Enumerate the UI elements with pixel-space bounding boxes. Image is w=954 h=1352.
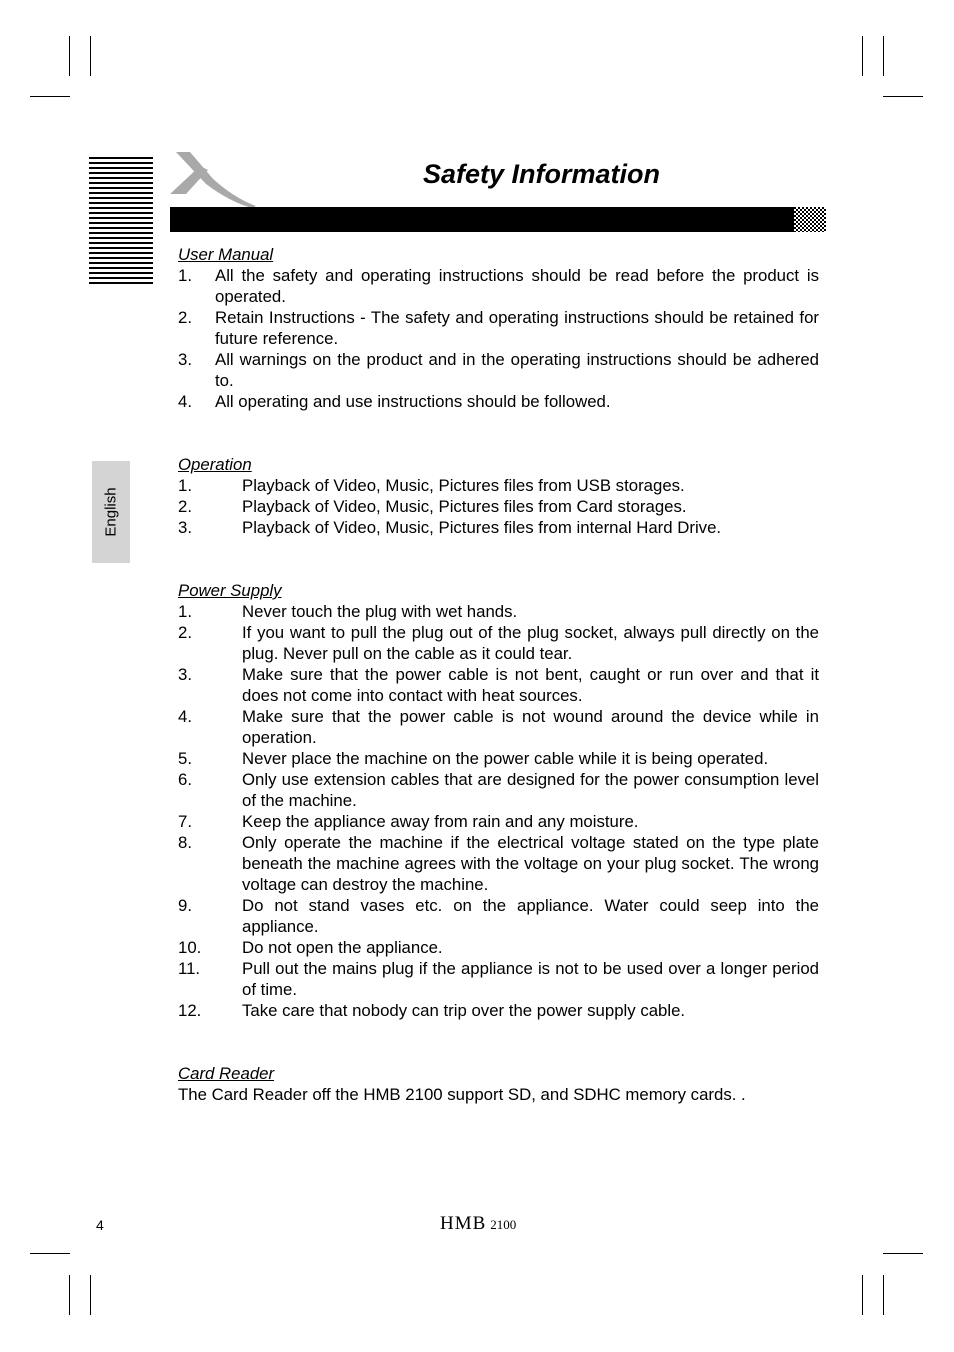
item-text: Make sure that the power cable is not wound around the device while in operation. <box>242 707 819 747</box>
content <box>178 244 819 1105</box>
item-number: 3. <box>178 350 192 369</box>
list-item <box>178 769 819 811</box>
list-item <box>178 475 819 496</box>
crop-mark <box>30 1253 70 1254</box>
item-text: Retain Instructions - The safety and operating instructions should be retained for future reference. <box>215 308 819 348</box>
item-number: 12. <box>178 1001 202 1020</box>
item-number: 2. <box>178 497 192 516</box>
item-text: Only use extension cables that are designed for the power consumption level of the machine. <box>242 770 819 810</box>
list-item <box>178 706 819 748</box>
item-text: Never touch the plug with wet hands. <box>242 602 518 621</box>
item-text: Pull out the mains plug if the appliance is not to be used over a longer period of time. <box>242 959 819 999</box>
item-text: All operating and use instructions should be followed. <box>215 392 611 411</box>
item-number: 9. <box>178 896 192 915</box>
item-text: If you want to pull the plug out of the plug socket, always pull directly on the plug. Never pull on the cable as it could tear. <box>242 623 819 663</box>
crop-mark <box>69 36 70 76</box>
item-number: 4. <box>178 707 192 726</box>
crop-mark <box>90 36 91 76</box>
item-number: 8. <box>178 833 192 852</box>
item-text: Make sure that the power cable is not bent, caught or run over and that it does not come into contact with heat sources. <box>242 665 819 705</box>
item-number: 3. <box>178 518 192 537</box>
list-item <box>178 307 819 349</box>
section-card-reader <box>178 1063 819 1105</box>
crop-mark <box>883 1275 884 1315</box>
crop-mark <box>862 1275 863 1315</box>
list-item <box>178 349 819 391</box>
title-bar <box>170 207 826 232</box>
item-number: 1. <box>178 602 192 621</box>
item-number: 7. <box>178 812 192 831</box>
item-number: 2. <box>178 308 192 327</box>
item-number: 6. <box>178 770 192 789</box>
item-text: Do not open the appliance. <box>242 938 443 957</box>
section-title: Card Reader <box>178 1064 275 1083</box>
model-name <box>440 1213 516 1235</box>
list-item <box>178 391 819 412</box>
section-title: Power Supply <box>178 581 282 600</box>
list-item <box>178 622 819 664</box>
model-name-text: HMB <box>440 1213 487 1234</box>
crop-mark <box>883 96 923 97</box>
page-number: 4 <box>96 1217 104 1233</box>
crop-mark <box>883 1253 923 1254</box>
card-reader-text: The Card Reader off the HMB 2100 support SD, and SDHC memory cards. . <box>178 1085 746 1104</box>
crop-mark <box>883 36 884 76</box>
item-number: 1. <box>178 266 192 285</box>
model-number: 2100 <box>490 1217 517 1232</box>
list-item <box>178 1000 819 1021</box>
item-number: 3. <box>178 665 192 684</box>
item-number: 1. <box>178 476 192 495</box>
crop-mark <box>90 1275 91 1315</box>
page-title: Safety Information <box>423 159 661 189</box>
item-text: Take care that nobody can trip over the power supply cable. <box>242 1001 686 1020</box>
crop-mark <box>862 36 863 76</box>
item-text: Do not stand vases etc. on the appliance. Water could seep into the appliance. <box>242 896 819 936</box>
item-number: 10. <box>178 938 202 957</box>
list-item <box>178 601 819 622</box>
list-item <box>178 517 819 538</box>
item-text: All the safety and operating instructions should be read before the product is operated. <box>215 266 819 306</box>
item-text: Playback of Video, Music, Pictures files from USB storages. <box>242 476 685 495</box>
section-user-manual <box>178 244 819 412</box>
item-text: Playback of Video, Music, Pictures files from internal Hard Drive. <box>242 518 722 537</box>
list-item <box>178 748 819 769</box>
item-number: 5. <box>178 749 192 768</box>
list-item <box>178 895 819 937</box>
list-item <box>178 937 819 958</box>
x-swoosh-logo <box>168 150 258 208</box>
item-text: Only operate the machine if the electrical voltage stated on the type plate beneath the machine agrees with the voltage on your plug socket. The wrong voltage can destroy the machine. <box>242 833 819 894</box>
item-text: Never place the machine on the power cable while it is being operated. <box>242 749 769 768</box>
item-text: Keep the appliance away from rain and any moisture. <box>242 812 639 831</box>
item-text: Playback of Video, Music, Pictures files from Card storages. <box>242 497 687 516</box>
item-number: 4. <box>178 392 192 411</box>
item-number: 11. <box>178 959 201 978</box>
language-tab <box>92 461 130 563</box>
list-item <box>178 664 819 706</box>
section-title: Operation <box>178 455 252 474</box>
crop-mark <box>30 96 70 97</box>
crop-mark <box>69 1275 70 1315</box>
header-stripes <box>89 157 153 284</box>
list-item <box>178 265 819 307</box>
list-item <box>178 832 819 895</box>
section-title: User Manual <box>178 245 274 264</box>
item-text: All warnings on the product and in the operating instructions should be adhered to. <box>215 350 819 390</box>
section-operation <box>178 454 819 538</box>
list-item <box>178 958 819 1000</box>
section-power-supply <box>178 580 819 1021</box>
list-item <box>178 811 819 832</box>
item-number: 2. <box>178 623 192 642</box>
list-item <box>178 496 819 517</box>
language-label: English <box>102 487 120 537</box>
